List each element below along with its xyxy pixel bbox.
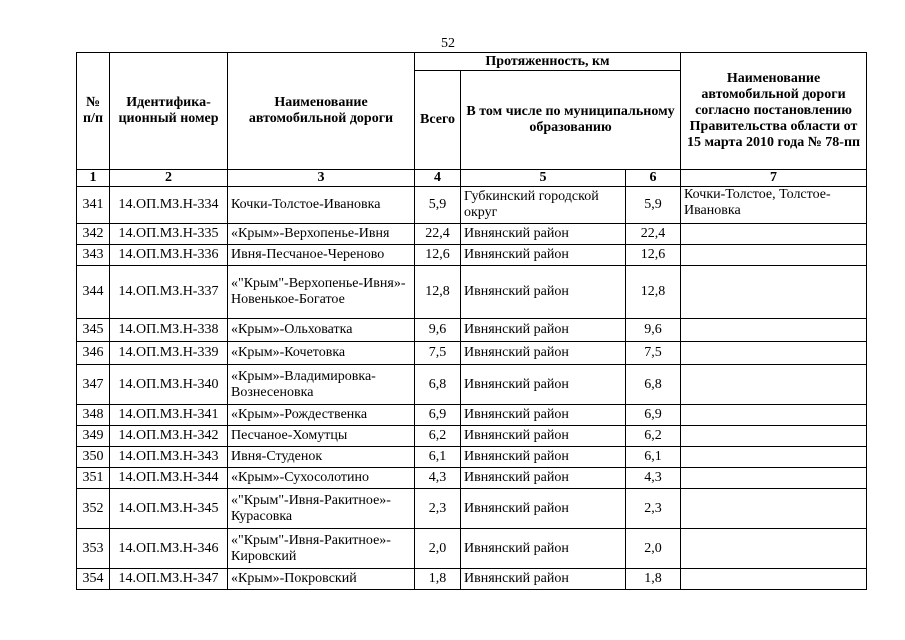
length-total: 12,8 [415,266,461,319]
page-number: 52 [441,36,455,51]
column-number: 7 [681,170,867,187]
municipality: Ивнянский район [461,224,626,245]
length-km: 9,6 [626,319,681,342]
length-km: 2,0 [626,529,681,569]
length-total: 6,9 [415,405,461,426]
decree-road-name: Кочки-Толстое, Толстое-Ивановка [681,187,867,224]
length-total: 6,1 [415,447,461,468]
municipality: Ивнянский район [461,468,626,489]
road-id: 14.ОП.МЗ.Н-346 [110,529,228,569]
table-header [77,53,867,187]
road-name: «Крым»-Сухосолотино [228,468,415,489]
table-row [77,405,867,426]
table-row [77,224,867,245]
road-name: «Крым»-Владимировка-Вознесеновка [228,365,415,405]
municipality: Ивнянский район [461,569,626,590]
length-total: 2,0 [415,529,461,569]
length-total: 22,4 [415,224,461,245]
length-km: 4,3 [626,468,681,489]
row-number: 344 [77,266,110,319]
length-km: 1,8 [626,569,681,590]
table-row [77,529,867,569]
road-id: 14.ОП.МЗ.Н-338 [110,319,228,342]
header-municipal: В том числе по муниципальному образованию [461,71,681,170]
municipality: Ивнянский район [461,365,626,405]
row-number: 347 [77,365,110,405]
row-number: 349 [77,426,110,447]
municipality: Ивнянский район [461,489,626,529]
length-km: 6,9 [626,405,681,426]
road-id: 14.ОП.МЗ.Н-344 [110,468,228,489]
decree-road-name [681,342,867,365]
table-row [77,365,867,405]
length-total: 6,8 [415,365,461,405]
length-total: 4,3 [415,468,461,489]
decree-road-name [681,489,867,529]
column-number: 4 [415,170,461,187]
length-km: 2,3 [626,489,681,529]
row-number: 351 [77,468,110,489]
length-km: 6,2 [626,426,681,447]
decree-road-name [681,468,867,489]
header-road-name: Наименование автомобильной дороги [228,53,415,170]
road-name: «Крым»-Покровский [228,569,415,590]
length-km: 7,5 [626,342,681,365]
length-km: 6,1 [626,447,681,468]
decree-road-name [681,319,867,342]
decree-road-name [681,266,867,319]
row-number: 342 [77,224,110,245]
column-numbers-row [77,170,867,187]
road-name: «Крым»-Рождественка [228,405,415,426]
length-total: 1,8 [415,569,461,590]
road-name: «"Крым"-Ивня-Ракитное»-Курасовка [228,489,415,529]
municipality: Ивнянский район [461,266,626,319]
road-name: Ивня-Студенок [228,447,415,468]
row-number: 353 [77,529,110,569]
header-id: Идентифика-ционный номер [110,53,228,170]
municipality: Ивнянский район [461,405,626,426]
road-id: 14.ОП.МЗ.Н-342 [110,426,228,447]
row-number: 352 [77,489,110,529]
municipality: Ивнянский район [461,319,626,342]
row-number: 341 [77,187,110,224]
road-id: 14.ОП.МЗ.Н-336 [110,245,228,266]
column-number: 6 [626,170,681,187]
column-number: 5 [461,170,626,187]
road-id: 14.ОП.МЗ.Н-337 [110,266,228,319]
road-name: «Крым»-Ольховатка [228,319,415,342]
table-row [77,245,867,266]
road-id: 14.ОП.МЗ.Н-334 [110,187,228,224]
road-id: 14.ОП.МЗ.Н-343 [110,447,228,468]
road-id: 14.ОП.МЗ.Н-347 [110,569,228,590]
road-name: Кочки-Толстое-Ивановка [228,187,415,224]
decree-road-name [681,224,867,245]
municipality: Ивнянский район [461,529,626,569]
length-total: 9,6 [415,319,461,342]
length-total: 7,5 [415,342,461,365]
row-number: 348 [77,405,110,426]
table-body [77,187,867,590]
length-km: 12,8 [626,266,681,319]
road-name: Ивня-Песчаное-Череново [228,245,415,266]
municipality: Ивнянский район [461,426,626,447]
decree-road-name [681,245,867,266]
length-total: 12,6 [415,245,461,266]
municipality: Ивнянский район [461,447,626,468]
table-row [77,342,867,365]
decree-road-name [681,447,867,468]
decree-road-name [681,569,867,590]
table-row [77,319,867,342]
header-decree-name: Наименование автомобильной дороги согласно постановлению Правительства области от 15 марта 2010 года № 78-пп [681,53,867,170]
road-id: 14.ОП.МЗ.Н-335 [110,224,228,245]
header-num: № п/п [77,53,110,170]
length-km: 6,8 [626,365,681,405]
road-name: «Крым»-Кочетовка [228,342,415,365]
header-total: Всего [415,71,461,170]
municipality: Ивнянский район [461,342,626,365]
row-number: 343 [77,245,110,266]
row-number: 345 [77,319,110,342]
road-name: «Крым»-Верхопенье-Ивня [228,224,415,245]
table-row [77,266,867,319]
column-number: 3 [228,170,415,187]
municipality: Губкинский городской округ [461,187,626,224]
roads-table [76,52,867,590]
row-number: 354 [77,569,110,590]
table-row [77,426,867,447]
table-row [77,569,867,590]
row-number: 350 [77,447,110,468]
column-number: 1 [77,170,110,187]
row-number: 346 [77,342,110,365]
table-row [77,489,867,529]
length-km: 5,9 [626,187,681,224]
decree-road-name [681,529,867,569]
length-total: 5,9 [415,187,461,224]
municipality: Ивнянский район [461,245,626,266]
length-km: 22,4 [626,224,681,245]
road-id: 14.ОП.МЗ.Н-345 [110,489,228,529]
column-number: 2 [110,170,228,187]
length-total: 2,3 [415,489,461,529]
header-length-group: Протяженность, км [415,53,681,71]
road-id: 14.ОП.МЗ.Н-339 [110,342,228,365]
table-row [77,447,867,468]
road-name: «"Крым"-Ивня-Ракитное»-Кировский [228,529,415,569]
length-km: 12,6 [626,245,681,266]
road-name: Песчаное-Хомутцы [228,426,415,447]
table-row [77,187,867,224]
road-id: 14.ОП.МЗ.Н-341 [110,405,228,426]
decree-road-name [681,405,867,426]
road-name: «"Крым"-Верхопенье-Ивня»-Новенькое-Богатое [228,266,415,319]
length-total: 6,2 [415,426,461,447]
decree-road-name [681,426,867,447]
decree-road-name [681,365,867,405]
road-id: 14.ОП.МЗ.Н-340 [110,365,228,405]
table-row [77,468,867,489]
